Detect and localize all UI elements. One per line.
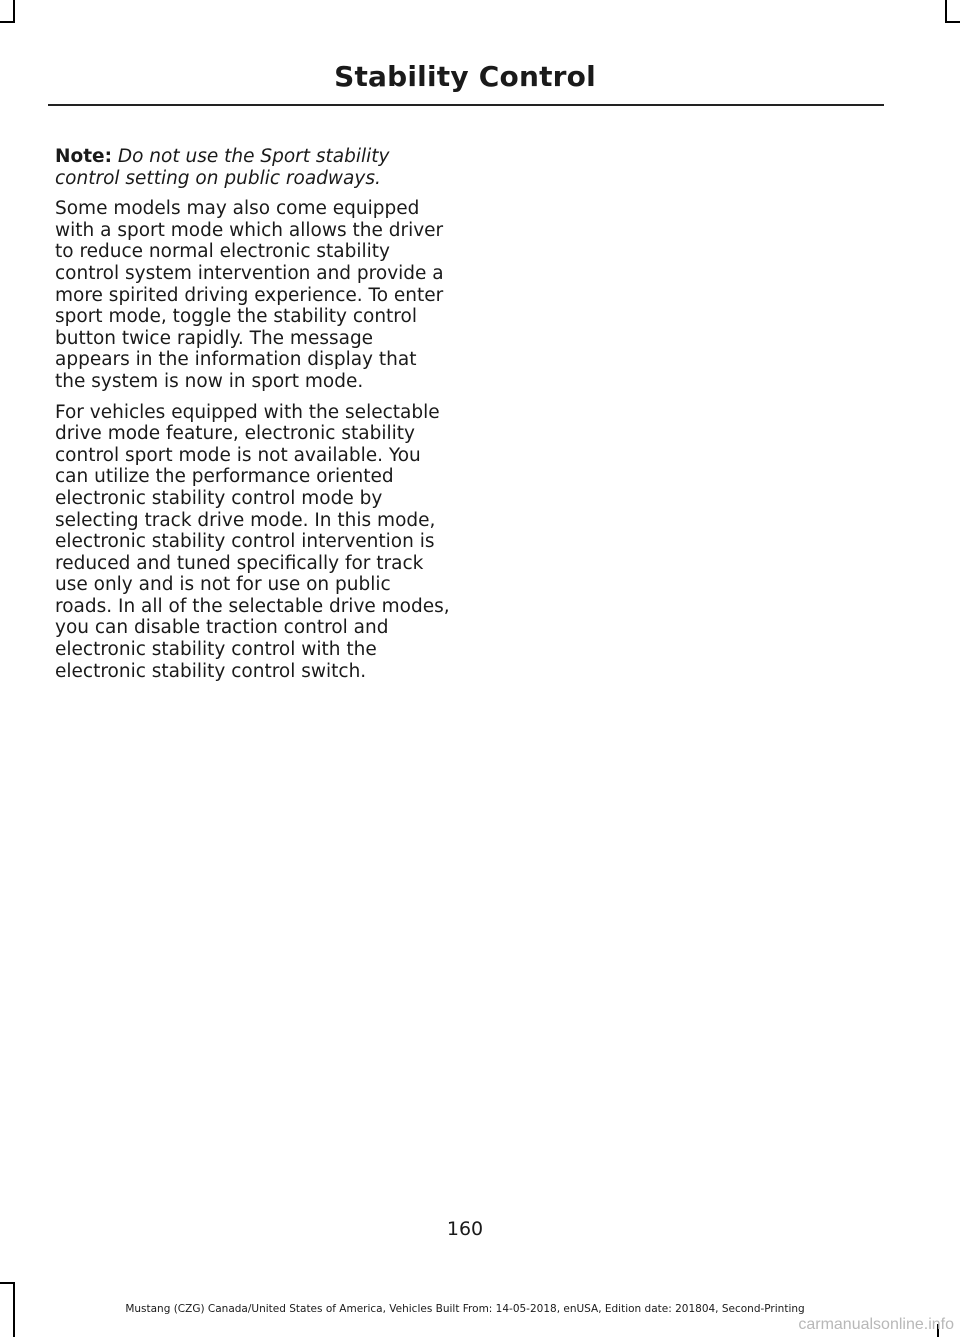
crop-mark-bottom-left-horizontal	[0, 1282, 15, 1284]
header-divider	[48, 104, 884, 106]
watermark: carmanualsonline.info	[798, 1316, 954, 1333]
crop-mark-top-left-vertical	[13, 0, 15, 22]
body-paragraph-sport-mode: Some models may also come equipped with a sport mode which allows the driver to reduce normal electronic stability control system intervention and provide a more spirited driving experience. To enter sport mode, toggle the stability control button twice rapidly. The message appears in the information display that the system is now in sport mode.	[55, 198, 444, 392]
note-text: Do not use the Sport stability control setting on public roadways.	[55, 146, 390, 189]
note-label: Note:	[55, 146, 112, 167]
crop-mark-top-right-vertical	[945, 0, 947, 22]
page-number: 160	[446, 1218, 484, 1240]
footer-edition-text: Mustang (CZG) Canada/United States of America, Vehicles Built From: 14-05-2018, enUSA, Edition date: 201804, Second-Printing	[125, 1303, 805, 1315]
page-title: Stability Control	[334, 60, 596, 93]
crop-mark-top-right-horizontal	[945, 21, 960, 23]
crop-mark-top-left-horizontal	[0, 21, 15, 23]
note-paragraph	[55, 146, 450, 189]
content-column	[55, 146, 450, 691]
body-paragraph-drive-modes: For vehicles equipped with the selectable drive mode feature, electronic stability control sport mode is not available. You can utilize the performance oriented electronic stability control mode by selecting track drive mode. In this mode, electronic stability control intervention is reduced and tuned specifically for track use only and is not for use on public roads. In all of the selectable drive modes, you can disable traction control and electronic stability control with the electronic stability control switch.	[55, 401, 450, 682]
